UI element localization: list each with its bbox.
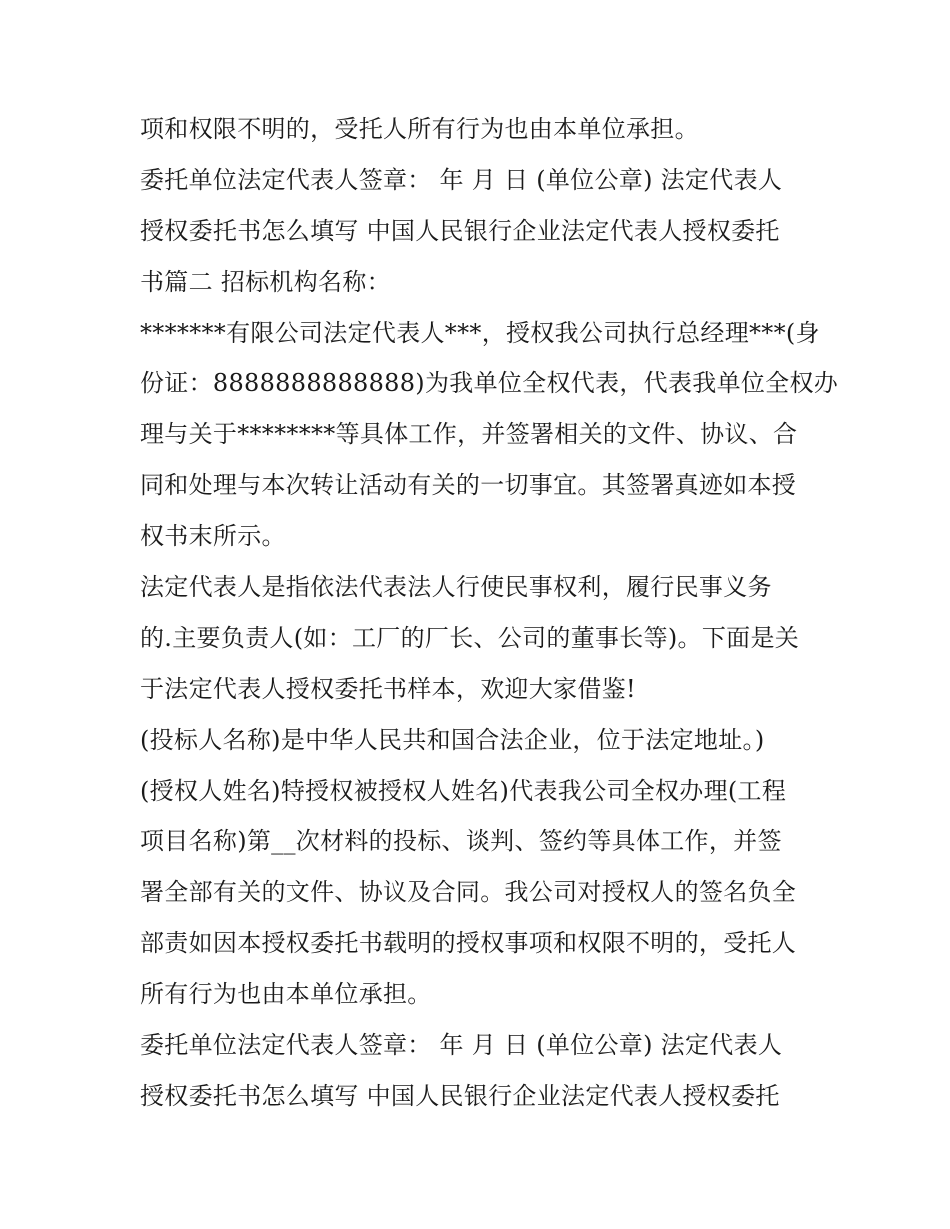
text-line: 权书末所示。 <box>140 522 286 551</box>
text-line: 所有行为也由本单位承担。 <box>140 980 432 1009</box>
text-line: 授权委托书怎么填写 中国人民银行企业法定代表人授权委托 <box>140 1081 780 1110</box>
text-line: 项目名称)第__次材料的投标、谈判、签约等具体工作，并签 <box>140 827 782 856</box>
text-line: (授权人姓名)特授权被授权人姓名)代表我公司全权办理(工程 <box>140 776 787 805</box>
text-line: 份证：8888888888888)为我单位全权代表，代表我单位全权办 <box>140 369 839 398</box>
text-line: (投标人名称)是中华人民共和国合法企业，位于法定地址。) <box>140 725 765 754</box>
text-line: 的.主要负责人(如：工厂的厂长、公司的董事长等)。下面是关 <box>140 623 800 652</box>
text-line: 授权委托书怎么填写 中国人民银行企业法定代表人授权委托 <box>140 216 780 245</box>
text-line: *******有限公司法定代表人***，授权我公司执行总经理***(身 <box>140 318 820 347</box>
text-line: 委托单位法定代表人签章： 年 月 日 (单位公章) 法定代表人 <box>140 1031 783 1060</box>
text-line: 部责如因本授权委托书载明的授权事项和权限不明的，受托人 <box>140 929 797 958</box>
text-line: 项和权限不明的，受托人所有行为也由本单位承担。 <box>140 115 699 143</box>
text-line: 委托单位法定代表人签章： 年 月 日 (单位公章) 法定代表人 <box>140 165 783 194</box>
text-line: 法定代表人是指依法代表法人行使民事权利，履行民事义务 <box>140 573 772 602</box>
text-line: 于法定代表人授权委托书样本，欢迎大家借鉴! <box>140 674 636 703</box>
text-line: 理与关于********等具体工作，并签署相关的文件、协议、合 <box>140 420 798 449</box>
text-line: 同和处理与本次转让活动有关的一切事宜。其签署真迹如本授 <box>140 471 797 500</box>
document-body <box>140 104 840 1122</box>
text-line: 书篇二 招标机构名称： <box>140 267 391 296</box>
text-line: 署全部有关的文件、协议及合同。我公司对授权人的签名负全 <box>140 878 797 907</box>
